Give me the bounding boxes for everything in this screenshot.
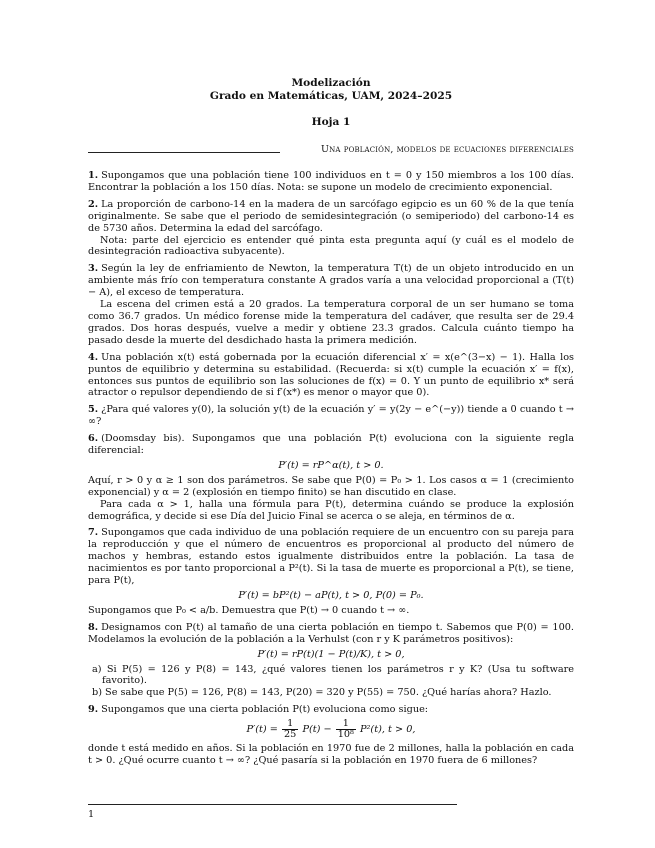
fraction-denominator: 25: [284, 729, 297, 741]
problem-6: [88, 433, 574, 457]
equation-middle: P(t) −: [302, 724, 332, 736]
problem-7-task: Supongamos que P₀ < a/b. Demuestra que P(t) → 0 cuando t → ∞.: [88, 604, 410, 616]
problem-8-item-b: b) Se sabe que P(5) = 126, P(8) = 143, P(20) = 320 y P(55) = 750. ¿Qué harías ahora? Hazlo.: [92, 687, 552, 699]
problem-text: Según la ley de enfriamiento de Newton, la temperatura T(t) de un objeto introducido en un ambiente más frío con temperatura constante A grados varía a una velocidad proporcional a (T(t) − A), el exceso de temperatura.: [88, 263, 574, 299]
document-title: Modelización: [291, 77, 371, 89]
problem-number: 3.: [88, 263, 99, 275]
equation-reproduction: P′(t) = bP²(t) − aP(t), t > 0, P(0) = P₀.: [238, 590, 424, 601]
equation-doomsday: P′(t) = rP^α(t), t > 0.: [278, 459, 384, 471]
fraction-1: [282, 719, 298, 740]
problem-number: 7.: [88, 527, 99, 539]
problem-1: [88, 170, 574, 194]
section-title: Una población, modelos de ecuaciones diferenciales: [321, 144, 574, 155]
problem-2-note: Nota: parte del ejercicio es entender qué pinta esta pregunta aquí (y cuál es el modelo de desintegración radioactiva subyacente).: [88, 234, 574, 258]
problem-6-params: Aquí, r > 0 y α ≥ 1 son dos parámetros. Se sabe que P(0) = P₀ > 1. Los casos α = 1 (crecimiento exponencial) y α = 2 (explosión en tiempo finito) se han discutido en clase.: [88, 474, 574, 498]
problem-list: [88, 170, 574, 767]
problem-3-scenario: La escena del crimen está a 20 grados. La temperatura corporal de un ser humano se toma como 36.7 grados. Un médico forense mide la temperatura del cadáver, que resulta ser de 29.4 grados. Dos horas después, vuelve a medir y obtiene 23.3 grados. Calcula cuánto tiempo ha pasado desde la muerte del desdichado hasta la primera medición.: [88, 299, 574, 346]
problem-6-task: Para cada α > 1, halla una fórmula para P(t), determina cuándo se produce la explosión demográfica, y decide si ese Día del Juicio Final se acerca o se aleja, en términos de α.: [88, 498, 574, 522]
problem-text: La proporción de carbono-14 en la madera de un sarcófago egipcio es un 60 % de la que tenía originalmente. Se sabe que el periodo de semidesintegración (o semiperiodo) del carbono-14 es de 5730 años. Determina la edad del sarcófago.: [88, 198, 574, 234]
page-number: 1: [88, 809, 95, 820]
problem-number: 8.: [88, 621, 99, 633]
problem-9-task: donde t está medido en años. Si la población en 1970 fue de 2 millones, halla la población en cada t > 0. ¿Qué ocurre cuanto t → ∞? ¿Qué pasaría si la población en 1970 fuera de 6 millones?: [88, 743, 574, 767]
footer-rule: [88, 804, 457, 805]
problem-3: [88, 263, 574, 299]
problem-8: [88, 622, 574, 646]
problem-number: 1.: [88, 170, 99, 181]
equation-left: P′(t) =: [246, 724, 278, 736]
problem-text: Supongamos que una población tiene 100 individuos en t = 0 y 150 miembros a los 100 días. Encontrar la población a los 150 días. Nota: se supone un modelo de crecimiento exponencial.: [88, 170, 574, 193]
problem-2: [88, 199, 574, 235]
equation-verhulst: P′(t) = rP(t)(1 − P(t)/K), t > 0,: [257, 648, 405, 660]
course-subtitle: Grado en Matemáticas, UAM, 2024–2025: [209, 90, 453, 102]
problem-text: ¿Para qué valores y(0), la solución y(t) de la ecuación y′ = y(2y − e^(−y)) tiende a 0 cuando t → ∞?: [88, 404, 574, 428]
problem-text: Designamos con P(t) al tamaño de una cierta población en tiempo t. Sabemos que P(0) = 100. Modelamos la evolución de la población a la Verhulst (con r y K parámetros positivos):: [88, 621, 574, 645]
problem-text: Una población x(t) está gobernada por la ecuación diferencial x′ = x(e^(3−x) − 1). Halla los puntos de equilibrio y determina su estabilidad. (Recuerda: si x(t) cumple la ecuación x′ = f(x), entonces sus puntos de equilibrio son las soluciones de f(x) = 0. Y un punto de equilibrio x* será atractor o repulsor dependiendo de si f′(x*) es menor o mayor que 0).: [88, 351, 574, 399]
fraction-denominator: 10⁸: [337, 729, 354, 741]
equation-right: P²(t), t > 0,: [360, 724, 416, 736]
problem-4: [88, 352, 574, 400]
problem-text: (Doomsday bis). Supongamos que una población P(t) evoluciona con la siguiente regla diferencial:: [88, 433, 574, 457]
section-header: [88, 144, 574, 158]
problem-7: [88, 527, 574, 587]
problem-text: Supongamos que cada individuo de una población requiere de un encuentro con su pareja para la reproducción y que el número de encuentros es proporcional al producto del número de machos y hembras, estando estos igualmente distribuidos entre la población. La tasa de nacimientos es por tanto proporcional a P²(t). Si la tasa de muerte es proporcional a P(t), se tiene, para P(t),: [88, 527, 574, 587]
problem-number: 2.: [88, 198, 99, 210]
problem-text: Supongamos que una cierta población P(t) evoluciona como sigue:: [101, 704, 429, 716]
problem-9: [88, 704, 574, 716]
problem-number: 4.: [88, 351, 99, 363]
problem-number: 6.: [88, 433, 99, 445]
problem-8-item-a: a) Si P(5) = 126 y P(8) = 143, ¿qué valores tienen los parámetros r y K? (Usa tu software favorito).: [92, 663, 574, 687]
fraction-numerator: 1: [282, 719, 298, 730]
equation-logistic-9: [88, 719, 574, 740]
problem-number: 9.: [88, 704, 99, 716]
fraction-numerator: 1: [336, 719, 356, 730]
problem-number: 5.: [88, 404, 99, 416]
sheet-label: Hoja 1: [311, 116, 351, 128]
section-rule-line: [88, 152, 280, 153]
fraction-2: [336, 719, 356, 740]
problem-5: [88, 404, 574, 428]
